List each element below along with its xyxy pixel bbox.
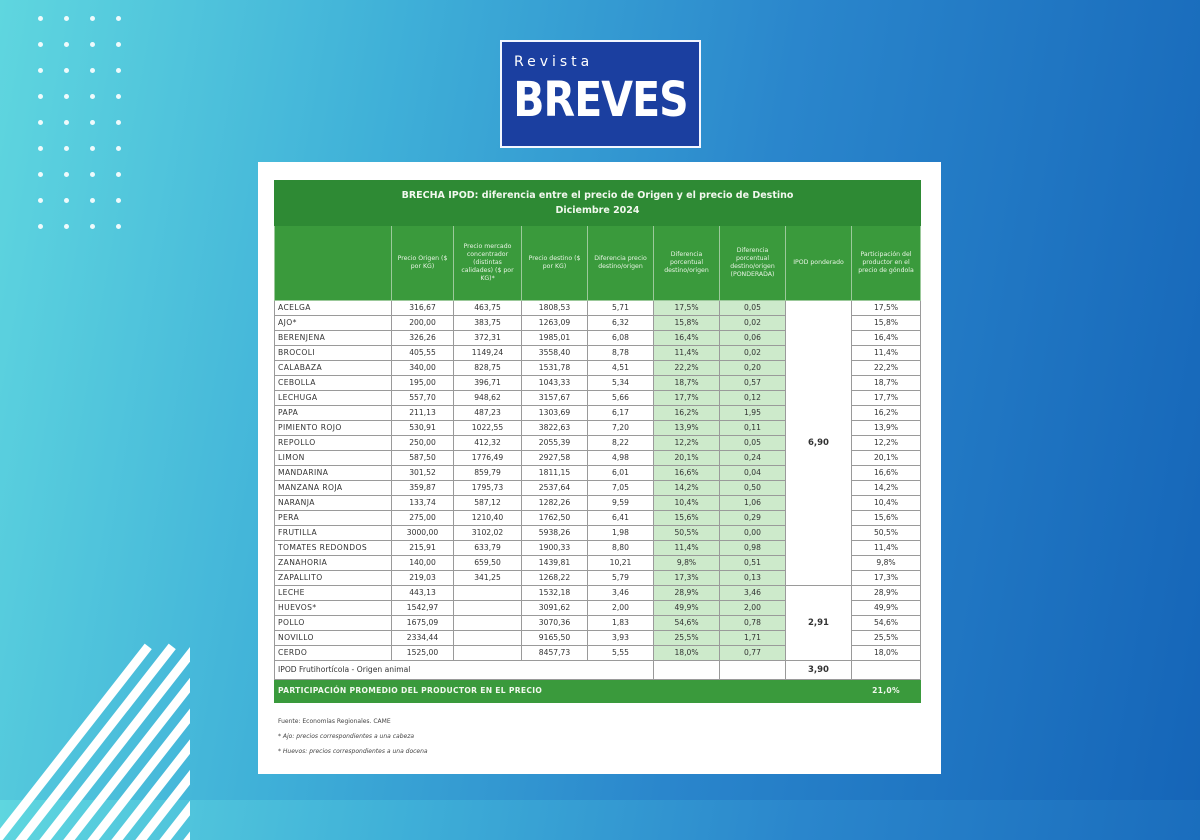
decorative-dot	[116, 68, 121, 73]
decorative-dot	[116, 16, 121, 21]
table-cell: 463,75	[454, 301, 522, 316]
table-title-line2: Diciembre 2024	[555, 205, 640, 216]
table-cell: 17,3%	[654, 571, 720, 586]
table-cell: 275,00	[392, 511, 454, 526]
table-cell: 1675,09	[392, 616, 454, 631]
table-cell: 12,2%	[654, 436, 720, 451]
table-cell: 0,29	[720, 511, 786, 526]
table-cell: 219,03	[392, 571, 454, 586]
brecha-ipod-table	[274, 180, 921, 703]
decorative-dot	[64, 172, 69, 177]
table-cell: 11,4%	[852, 541, 921, 556]
decorative-dot	[116, 120, 121, 125]
table-cell: 0,13	[720, 571, 786, 586]
table-cell: 1210,40	[454, 511, 522, 526]
table-cell: 316,67	[392, 301, 454, 316]
product-name: ZAPALLITO	[275, 571, 392, 586]
table-cell: 140,00	[392, 556, 454, 571]
decorative-dot	[90, 224, 95, 229]
column-header: Precio mercado concentrador (distintas calidades) ($ por KG)*	[454, 226, 522, 301]
table-title-line1: BRECHA IPOD: diferencia entre el precio de Origen y el precio de Destino	[401, 190, 794, 201]
table-row	[275, 586, 921, 601]
table-cell: 5,66	[588, 391, 654, 406]
decorative-dot	[64, 42, 69, 47]
table-cell: 443,13	[392, 586, 454, 601]
product-name: PERA	[275, 511, 392, 526]
table-cell: 18,7%	[654, 376, 720, 391]
table-cell: 0,77	[720, 646, 786, 661]
table-cell: 9,59	[588, 496, 654, 511]
table-cell	[454, 631, 522, 646]
table-cell: 0,24	[720, 451, 786, 466]
product-name: NOVILLO	[275, 631, 392, 646]
table-cell: 487,23	[454, 406, 522, 421]
product-name: BROCOLI	[275, 346, 392, 361]
decorative-dot	[90, 94, 95, 99]
logo-small-text: Revista	[514, 54, 594, 70]
column-headers	[275, 226, 921, 301]
table-cell: 1542,97	[392, 601, 454, 616]
table-cell: 17,5%	[654, 301, 720, 316]
decorative-dot	[90, 68, 95, 73]
column-header: Participación del productor en el precio de góndola	[852, 226, 921, 301]
table-cell: 250,00	[392, 436, 454, 451]
table-cell: 405,55	[392, 346, 454, 361]
footnote-garlic: * Ajo: precios correspondientes a una cabeza	[278, 733, 415, 740]
table-cell: 341,25	[454, 571, 522, 586]
decorative-dot	[90, 172, 95, 177]
table-cell: 3558,40	[522, 346, 588, 361]
product-name: CALABAZA	[275, 361, 392, 376]
table-cell: 3070,36	[522, 616, 588, 631]
decorative-dot	[64, 224, 69, 229]
decorative-dot	[38, 68, 43, 73]
decorative-dot	[38, 120, 43, 125]
table-cell: 16,2%	[852, 406, 921, 421]
table-cell: 1,98	[588, 526, 654, 541]
table-cell: 17,7%	[654, 391, 720, 406]
table-cell: 0,12	[720, 391, 786, 406]
column-header	[275, 226, 392, 301]
table-cell: 1439,81	[522, 556, 588, 571]
table-cell: 22,2%	[654, 361, 720, 376]
table-cell: 412,32	[454, 436, 522, 451]
table-cell: 20,1%	[654, 451, 720, 466]
table-cell: 587,12	[454, 496, 522, 511]
table-cell: 1808,53	[522, 301, 588, 316]
table-cell: 1776,49	[454, 451, 522, 466]
table-cell: 326,26	[392, 331, 454, 346]
table-cell: 0,00	[720, 526, 786, 541]
decorative-dot	[116, 94, 121, 99]
table-cell: 54,6%	[654, 616, 720, 631]
table-cell: 10,4%	[852, 496, 921, 511]
table-cell: 12,2%	[852, 436, 921, 451]
table-cell: 16,6%	[654, 466, 720, 481]
table-cell: 1282,26	[522, 496, 588, 511]
decorative-dot	[64, 198, 69, 203]
table-cell: 0,57	[720, 376, 786, 391]
table-cell: 17,7%	[852, 391, 921, 406]
table-cell: 10,21	[588, 556, 654, 571]
table-cell: 340,00	[392, 361, 454, 376]
average-participation-value: 21,0%	[852, 680, 921, 703]
table-cell: 20,1%	[852, 451, 921, 466]
table-cell: 3822,63	[522, 421, 588, 436]
table-cell: 0,04	[720, 466, 786, 481]
table-cell: 15,6%	[852, 511, 921, 526]
summary-value: 3,90	[786, 661, 852, 680]
column-header: Precio destino ($ por KG)	[522, 226, 588, 301]
column-header: IPOD ponderado	[786, 226, 852, 301]
table-cell: 6,41	[588, 511, 654, 526]
table-cell: 15,8%	[654, 316, 720, 331]
table-cell: 372,31	[454, 331, 522, 346]
decorative-stripe	[0, 644, 152, 840]
product-name: TOMATES REDONDOS	[275, 541, 392, 556]
table-cell: 828,75	[454, 361, 522, 376]
revista-breves-logo[interactable]	[500, 40, 701, 148]
table-cell: 0,02	[720, 346, 786, 361]
product-name: LECHE	[275, 586, 392, 601]
table-cell: 8,78	[588, 346, 654, 361]
table-cell: 11,4%	[654, 346, 720, 361]
table-cell: 1268,22	[522, 571, 588, 586]
column-header: Diferencia porcentual destino/origen (PONDERADA)	[720, 226, 786, 301]
product-name: LIMON	[275, 451, 392, 466]
product-name: AJO*	[275, 316, 392, 331]
table-cell: 2,00	[720, 601, 786, 616]
table-cell: 25,5%	[654, 631, 720, 646]
product-name: POLLO	[275, 616, 392, 631]
product-name: LECHUGA	[275, 391, 392, 406]
decorative-dot	[116, 198, 121, 203]
table-cell: 1795,73	[454, 481, 522, 496]
table-cell: 1811,15	[522, 466, 588, 481]
table-cell: 6,32	[588, 316, 654, 331]
table-cell: 22,2%	[852, 361, 921, 376]
table-cell: 18,7%	[852, 376, 921, 391]
decorative-dot	[90, 146, 95, 151]
decorative-dot	[116, 224, 121, 229]
table-cell: 49,9%	[852, 601, 921, 616]
table-cell: 0,50	[720, 481, 786, 496]
table-cell: 6,01	[588, 466, 654, 481]
table-cell: 5938,26	[522, 526, 588, 541]
table-cell	[454, 616, 522, 631]
table-cell: 659,50	[454, 556, 522, 571]
table-cell	[454, 646, 522, 661]
table-cell: 14,2%	[852, 481, 921, 496]
table-cell: 301,52	[392, 466, 454, 481]
table-cell: 383,75	[454, 316, 522, 331]
product-name: REPOLLO	[275, 436, 392, 451]
table-cell: 28,9%	[654, 586, 720, 601]
product-name: BERENJENA	[275, 331, 392, 346]
table-cell: 211,13	[392, 406, 454, 421]
decorative-dot-grid	[38, 16, 123, 229]
table-cell: 1303,69	[522, 406, 588, 421]
ipod-fruti-value: 6,90	[786, 301, 852, 586]
table-cell: 359,87	[392, 481, 454, 496]
table-cell: 7,20	[588, 421, 654, 436]
table-cell: 557,70	[392, 391, 454, 406]
table-cell: 11,4%	[654, 541, 720, 556]
table-cell: 1263,09	[522, 316, 588, 331]
table-body	[275, 301, 921, 661]
table-cell: 3,93	[588, 631, 654, 646]
table-cell: 4,98	[588, 451, 654, 466]
column-header: Precio Origen ($ por KG)	[392, 226, 454, 301]
table-cell: 18,0%	[654, 646, 720, 661]
decorative-dot	[38, 224, 43, 229]
price-gap-table-image	[258, 162, 941, 774]
product-name: PIMIENTO ROJO	[275, 421, 392, 436]
table-cell: 9,8%	[852, 556, 921, 571]
table-cell	[454, 586, 522, 601]
decorative-dot	[90, 16, 95, 21]
table-cell: 0,02	[720, 316, 786, 331]
table-cell: 3091,62	[522, 601, 588, 616]
table-cell: 633,79	[454, 541, 522, 556]
table-cell: 18,0%	[852, 646, 921, 661]
table-cell: 0,05	[720, 301, 786, 316]
table-cell: 14,2%	[654, 481, 720, 496]
table-cell: 49,9%	[654, 601, 720, 616]
table-cell: 4,51	[588, 361, 654, 376]
table-cell: 0,20	[720, 361, 786, 376]
ipod-animal-value: 2,91	[786, 586, 852, 661]
table-cell: 1,83	[588, 616, 654, 631]
decorative-dot	[116, 172, 121, 177]
logo-big-text: BREVES	[513, 72, 688, 128]
table-cell: 9165,50	[522, 631, 588, 646]
table-cell: 1043,33	[522, 376, 588, 391]
table-cell: 1531,78	[522, 361, 588, 376]
table-cell: 1762,50	[522, 511, 588, 526]
table-cell: 6,08	[588, 331, 654, 346]
summary-row	[275, 661, 921, 680]
decorative-dot	[90, 42, 95, 47]
table-cell: 16,4%	[654, 331, 720, 346]
average-participation-label: PARTICIPACIÓN PROMEDIO DEL PRODUCTOR EN EL PRECIO	[275, 680, 852, 703]
table-cell: 8,22	[588, 436, 654, 451]
decorative-dot	[38, 198, 43, 203]
footnote-eggs: * Huevos: precios correspondientes a una docena	[278, 748, 428, 755]
decorative-dot	[38, 172, 43, 177]
table-cell: 396,71	[454, 376, 522, 391]
table-row	[275, 301, 921, 316]
product-name: MANDARINA	[275, 466, 392, 481]
table-cell: 215,91	[392, 541, 454, 556]
column-header: Diferencia porcentual destino/origen	[654, 226, 720, 301]
table-cell: 948,62	[454, 391, 522, 406]
decorative-dot	[38, 94, 43, 99]
table-cell: 0,78	[720, 616, 786, 631]
table-cell: 25,5%	[852, 631, 921, 646]
decorative-dot	[64, 120, 69, 125]
product-name: NARANJA	[275, 496, 392, 511]
product-name: CERDO	[275, 646, 392, 661]
table-cell: 133,74	[392, 496, 454, 511]
table-cell: 1985,01	[522, 331, 588, 346]
table-cell: 13,9%	[852, 421, 921, 436]
table-cell: 1,71	[720, 631, 786, 646]
decorative-dot	[90, 120, 95, 125]
table-cell: 2,00	[588, 601, 654, 616]
table-cell: 0,51	[720, 556, 786, 571]
table-title	[275, 181, 921, 226]
source-note: Fuente: Economías Regionales. CAME	[278, 718, 391, 725]
table-cell: 1149,24	[454, 346, 522, 361]
table-cell: 2334,44	[392, 631, 454, 646]
table-cell: 17,3%	[852, 571, 921, 586]
table-cell: 3000,00	[392, 526, 454, 541]
table-cell: 0,05	[720, 436, 786, 451]
decorative-dot	[38, 42, 43, 47]
table-cell: 16,2%	[654, 406, 720, 421]
table-cell: 2927,58	[522, 451, 588, 466]
table-cell: 0,06	[720, 331, 786, 346]
product-name: PAPA	[275, 406, 392, 421]
table-cell: 5,79	[588, 571, 654, 586]
table-cell: 17,5%	[852, 301, 921, 316]
table-cell: 1525,00	[392, 646, 454, 661]
decorative-stripes	[0, 640, 190, 840]
decorative-dot	[64, 68, 69, 73]
table-cell: 5,34	[588, 376, 654, 391]
table-notes	[278, 714, 428, 759]
table-cell: 16,4%	[852, 331, 921, 346]
product-name: MANZANA ROJA	[275, 481, 392, 496]
table-cell: 50,5%	[654, 526, 720, 541]
average-participation-row	[275, 680, 921, 703]
decorative-dot	[38, 16, 43, 21]
decorative-dot	[116, 42, 121, 47]
table-cell	[454, 601, 522, 616]
summary-label: IPOD Frutihortícola - Origen animal	[275, 661, 654, 680]
table-cell: 1900,33	[522, 541, 588, 556]
table-cell: 3,46	[720, 586, 786, 601]
decorative-dot	[38, 146, 43, 151]
column-header: Diferencia precio destino/origen	[588, 226, 654, 301]
product-name: ACELGA	[275, 301, 392, 316]
decorative-dot	[64, 146, 69, 151]
table-cell: 7,05	[588, 481, 654, 496]
decorative-dot	[64, 16, 69, 21]
table-cell: 530,91	[392, 421, 454, 436]
table-cell: 6,17	[588, 406, 654, 421]
table-cell: 50,5%	[852, 526, 921, 541]
table-cell: 3,46	[588, 586, 654, 601]
table-cell: 0,98	[720, 541, 786, 556]
table-cell: 11,4%	[852, 346, 921, 361]
table-cell: 1,06	[720, 496, 786, 511]
table-cell: 8,80	[588, 541, 654, 556]
decorative-dot	[90, 198, 95, 203]
table-cell: 1022,55	[454, 421, 522, 436]
table-cell: 587,50	[392, 451, 454, 466]
table-cell: 10,4%	[654, 496, 720, 511]
table-cell: 3157,67	[522, 391, 588, 406]
decorative-dot	[116, 146, 121, 151]
table-cell: 13,9%	[654, 421, 720, 436]
product-name: HUEVOS*	[275, 601, 392, 616]
table-cell: 1,95	[720, 406, 786, 421]
table-cell: 5,71	[588, 301, 654, 316]
table-cell: 859,79	[454, 466, 522, 481]
table-cell: 2537,64	[522, 481, 588, 496]
table-cell: 195,00	[392, 376, 454, 391]
table-cell: 28,9%	[852, 586, 921, 601]
table-cell: 15,6%	[654, 511, 720, 526]
table-cell: 5,55	[588, 646, 654, 661]
table-cell: 200,00	[392, 316, 454, 331]
table-cell: 15,8%	[852, 316, 921, 331]
table-cell: 9,8%	[654, 556, 720, 571]
decorative-dot	[64, 94, 69, 99]
product-name: ZANAHORIA	[275, 556, 392, 571]
product-name: FRUTILLA	[275, 526, 392, 541]
table-cell: 0,11	[720, 421, 786, 436]
product-name: CEBOLLA	[275, 376, 392, 391]
table-cell: 54,6%	[852, 616, 921, 631]
table-cell: 16,6%	[852, 466, 921, 481]
table-cell: 2055,39	[522, 436, 588, 451]
table-cell: 8457,73	[522, 646, 588, 661]
table-cell: 1532,18	[522, 586, 588, 601]
table-cell: 3102,02	[454, 526, 522, 541]
